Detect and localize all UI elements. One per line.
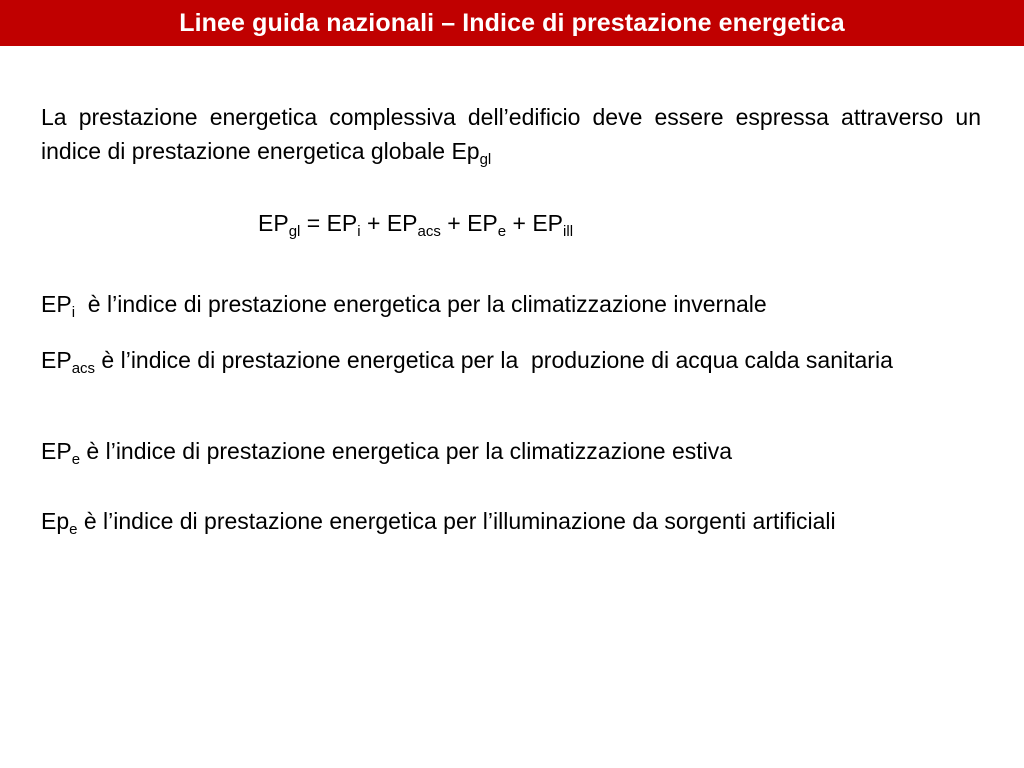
intro-paragraph [41, 100, 981, 168]
definition-symbol: EP [41, 438, 72, 464]
formula-term-4-sub: ill [563, 223, 574, 240]
formula-lhs-sub: gl [288, 223, 301, 240]
slide-title: Linee guida nazionali – Indice di prestazione energetica [179, 8, 845, 37]
formula-term-2: EP [386, 210, 418, 236]
formula-plus-3: + [506, 210, 533, 236]
formula-term-3-sub: e [497, 223, 507, 240]
formula-term-1-sub: i [357, 223, 361, 240]
definition-symbol: EP [41, 347, 72, 373]
formula-plus-2: + [440, 210, 468, 236]
formula-term-2-sub: acs [417, 223, 441, 240]
definition-subscript: e [69, 521, 78, 538]
definition-ep-ill [41, 504, 965, 538]
definition-symbol: Ep [41, 508, 70, 534]
formula-term-1: EP [326, 210, 358, 236]
definition-symbol: EP [41, 291, 72, 317]
formula-equals: = [300, 210, 327, 236]
formula [258, 206, 573, 240]
title-bar [0, 0, 1024, 46]
definition-ep-e [41, 434, 981, 468]
definition-ep-acs [41, 343, 921, 377]
formula-term-4: EP [532, 210, 564, 236]
definition-text: è l’indice di prestazione energetica per la produzione di acqua calda sanitaria [95, 347, 893, 373]
formula-plus-1: + [360, 210, 387, 236]
definition-subscript: e [71, 451, 81, 468]
definition-text: è l’indice di prestazione energetica per l’illuminazione da sorgenti artificiali [77, 508, 836, 534]
definition-subscript: i [71, 304, 76, 321]
definition-subscript: acs [71, 360, 96, 377]
intro-text: La prestazione energetica complessiva dell’edificio deve essere espressa attraverso un indice di prestazione energetica globale Ep [41, 104, 981, 164]
formula-lhs: EP [258, 210, 289, 236]
intro-block [41, 100, 981, 168]
definition-text: è l’indice di prestazione energetica per la climatizzazione estiva [80, 438, 733, 464]
definition-text: è l’indice di prestazione energetica per la climatizzazione invernale [75, 291, 767, 317]
definition-ep-i [41, 287, 981, 321]
formula-term-3: EP [467, 210, 498, 236]
intro-subscript: gl [479, 151, 492, 168]
